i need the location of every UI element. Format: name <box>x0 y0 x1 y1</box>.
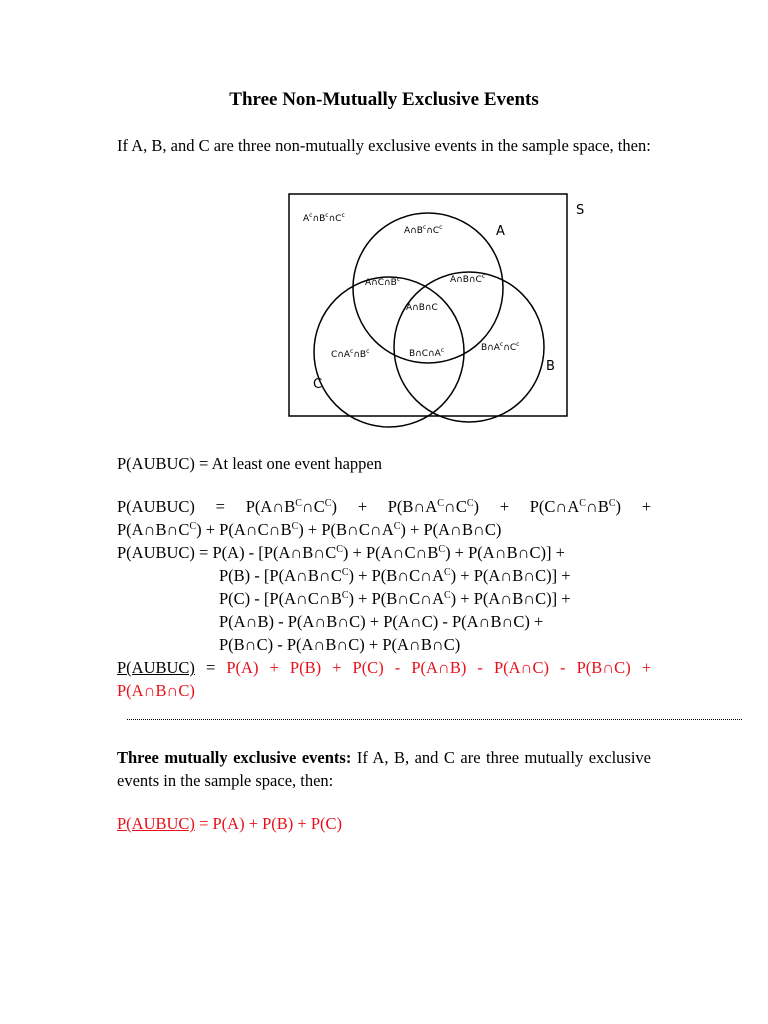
intro-paragraph: If A, B, and C are three non-mutually exclusive events in the sample space, then: <box>117 136 651 155</box>
region-a-and-c: $A\cap C\cap B^c$ <box>365 276 401 288</box>
region-c-only: $C\cap A^c\cap B^c$ <box>331 348 370 360</box>
label-a: A <box>496 224 505 239</box>
expansion-2-line-3: $P(C) - [P(A\cap C\cap B^C)$ + $P(B\cap C\cap A^C)$ + P(A∩B∩C)] + <box>219 589 571 608</box>
circle-b <box>394 272 544 422</box>
result-line-1: P(AUBUC) = P(A) + P(B) + P(C) - P(A∩B) - P(A∩C) - P(B∩C) + <box>117 658 652 677</box>
region-a-only: $A\cap B^c\cap C^c$ <box>404 224 443 236</box>
expansion-2-line-4: P(A∩B) - P(A∩B∩C) + P(A∩C) - P(A∩B∩C) + <box>219 612 544 631</box>
expansion-1-line-2: $P(A\cap B\cap C^C)$ + $P(A\cap C\cap B^C)$ + $P(B\cap C\cap A^C)$ + P(A∩B∩C) <box>117 520 502 539</box>
expansion-2-line-5: P(B∩C) - P(A∩B∩C) + P(A∩B∩C) <box>219 635 461 654</box>
region-outside: $A^c\cap B^c\cap C^c$ <box>303 212 345 224</box>
label-s: S <box>576 203 585 218</box>
region-all-three: A∩B∩C <box>406 303 438 313</box>
mutual-text: If A, B, and C are three mutually exclusive events in the sample space, then: <box>117 748 651 790</box>
region-a-and-b: $A\cap B\cap C^c$ <box>450 273 486 285</box>
region-b-only: $B\cap A^c\cap C^c$ <box>481 341 520 353</box>
page-title: Three Non-Mutually Exclusive Events <box>229 89 539 110</box>
mutual-paragraph <box>117 746 651 792</box>
venn-diagram <box>288 193 585 417</box>
section-divider <box>127 719 742 720</box>
expansion-2-line-2: $P(B) - [P(A\cap B\cap C^C)$ + $P(B\cap C\cap A^C)$ + P(A∩B∩C)] + <box>219 566 571 585</box>
result-line-2: P(A∩B∩C) <box>117 681 195 700</box>
definition-line: P(AUBUC) = At least one event happen <box>117 454 383 473</box>
expansion-2-line-1: P(AUBUC) = $P(A) - [P(A\cap B\cap C^C)$ + $P(A\cap C\cap B^C)$ + P(A∩B∩C)] + <box>117 543 565 562</box>
label-c: C <box>313 377 323 392</box>
mutual-heading: Three mutually exclusive events: <box>117 748 352 767</box>
region-b-and-c: $B\cap C\cap A^c$ <box>409 347 445 359</box>
mutual-result: P(AUBUC) = P(A) + P(B) + P(C) <box>117 814 343 833</box>
expansion-1-line-1: P(AUBUC) = $P(A\cap B^C\cap C^C)$ + $P(B\cap A^C\cap C^C)$ + $P(C\cap A^C\cap B^C)$ + <box>117 497 652 516</box>
label-b: B <box>546 359 555 374</box>
